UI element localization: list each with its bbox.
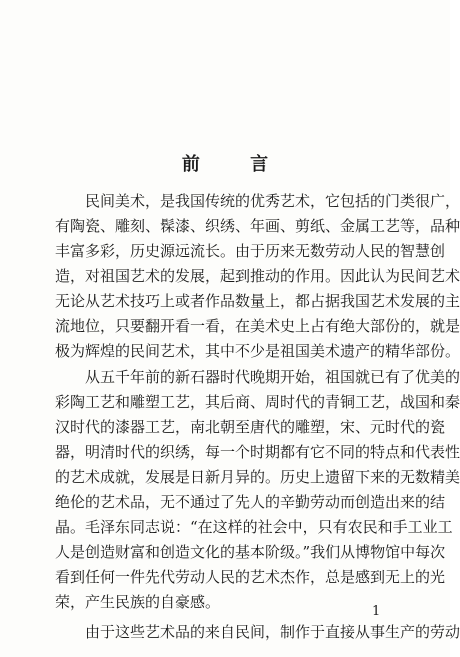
text-line: 由于这些艺术品的来自民间，制作于直接从事生产的劳动 xyxy=(85,623,460,641)
text-line: 看到任何一件先代劳动人民的艺术杰作，总是感到无上的光 xyxy=(55,568,446,586)
text-line: 丰富多彩，历史源远流长。由于历来无数劳动人民的智慧创 xyxy=(55,242,446,260)
text-line: 无论从艺术技巧上或者作品数量上，都占据我国艺术发展的主 xyxy=(55,292,460,310)
text-line: 荣，产生民族的自豪感。 xyxy=(55,593,221,611)
page-title: 前 言 xyxy=(181,154,291,175)
text-line: 从五千年前的新石器时代晚期开始，祖国就已有了优美的 xyxy=(85,368,460,386)
text-line: 有陶瓷、雕刻、髹漆、织绣、年画、剪纸、金属工艺等，品种 xyxy=(55,217,460,235)
text-line: 的艺术成就，发展是日新月异的。历史上遗留下来的无数精美 xyxy=(55,468,460,486)
page-number: 1 xyxy=(372,604,381,619)
text-line: 极为辉煌的民间艺术，其中不少是祖国美术遗产的精华部份。 xyxy=(55,342,460,360)
text-line: 造，对祖国艺术的发展，起到推动的作用。因此认为民间艺术 xyxy=(55,267,460,285)
text-line: 人是创造财富和创造文化的基本阶级。”我们从博物馆中每次 xyxy=(55,543,446,561)
text-line: 晶。毛泽东同志说：“在这样的社会中，只有农民和手工业工 xyxy=(55,518,453,536)
text-line: 器，明清时代的织绣，每一个时期都有它不同的特点和代表性 xyxy=(55,443,460,461)
text-line: 彩陶工艺和雕塑工艺，其后商、周时代的青铜工艺，战国和秦 xyxy=(55,393,460,411)
text-line: 汉时代的漆器工艺，南北朝至唐代的雕塑，宋、元时代的瓷 xyxy=(55,418,446,436)
text-line: 流地位，只要翻开看一看，在美术史上占有绝大部份的，就是 xyxy=(55,317,460,335)
text-line: 绝伦的艺术品，无不通过了先人的辛勤劳动而创造出来的结 xyxy=(55,493,446,511)
text-line: 民间美术，是我国传统的优秀艺术，它包括的门类很广， xyxy=(85,192,460,210)
